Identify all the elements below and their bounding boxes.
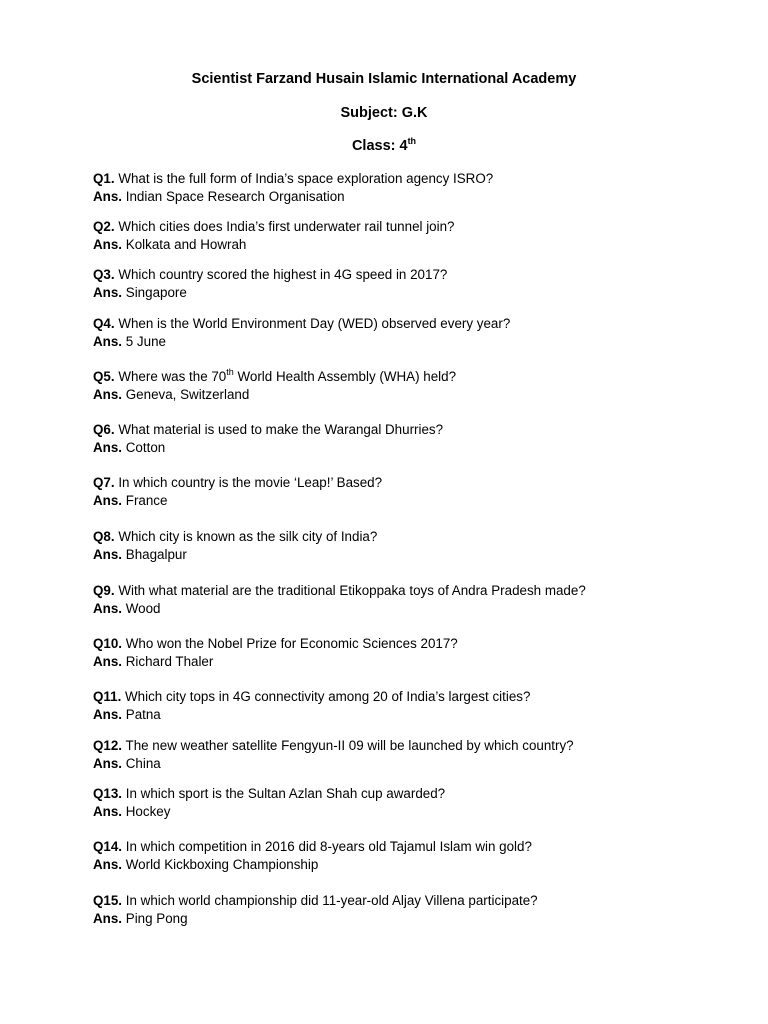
answer-text: Kolkata and Howrah	[125, 237, 247, 252]
question-number: Q7.	[93, 475, 115, 490]
question-ordinal-suffix: th	[226, 367, 234, 377]
question-text: Who won the Nobel Prize for Economic Sciences 2017?	[125, 636, 458, 651]
answer-label: Ans.	[93, 911, 123, 926]
question	[93, 421, 733, 439]
question	[93, 785, 733, 803]
answer	[93, 910, 733, 928]
subject-heading: Subject: G.K	[340, 105, 428, 121]
question-number: Q6.	[93, 422, 115, 437]
answer-text: France	[125, 493, 168, 508]
question-text: What is the full form of India’s space exploration agency ISRO?	[118, 171, 494, 186]
question	[93, 218, 733, 236]
answer-label: Ans.	[93, 756, 123, 771]
question-text: In which competition in 2016 did 8-years old Tajamul Islam win gold?	[125, 839, 532, 854]
answer-text: Singapore	[125, 285, 187, 300]
question	[93, 737, 733, 755]
question	[93, 582, 733, 600]
question	[93, 474, 733, 492]
answer-text: 5 June	[125, 334, 166, 349]
question-number: Q5.	[93, 369, 115, 384]
question	[93, 170, 733, 188]
answer-label: Ans.	[93, 189, 123, 204]
answer	[93, 439, 733, 457]
question	[93, 892, 733, 910]
answer-text: Bhagalpur	[125, 547, 187, 562]
qa-item-10	[93, 635, 733, 671]
answer	[93, 386, 733, 404]
question-text: In which world championship did 11-year-old Aljay Villena participate?	[125, 893, 538, 908]
question-text: With what material are the traditional Etikoppaka toys of Andra Pradesh made?	[118, 583, 586, 598]
answer-text: Patna	[125, 707, 161, 722]
answer-text: Cotton	[125, 440, 166, 455]
qa-item-2	[93, 218, 733, 254]
answer-label: Ans.	[93, 285, 123, 300]
qa-item-11	[93, 688, 733, 724]
answer-label: Ans.	[93, 493, 123, 508]
question-number: Q9.	[93, 583, 115, 598]
answer	[93, 706, 733, 724]
answer	[93, 284, 733, 302]
answer-label: Ans.	[93, 654, 123, 669]
answer-text: Geneva, Switzerland	[125, 387, 250, 402]
answer	[93, 755, 733, 773]
answer	[93, 492, 733, 510]
answer-label: Ans.	[93, 707, 123, 722]
qa-item-7	[93, 474, 733, 510]
question	[93, 838, 733, 856]
answer	[93, 236, 733, 254]
question-text: Which cities does India’s first underwater rail tunnel join?	[118, 219, 455, 234]
qa-item-4	[93, 315, 733, 351]
answer-label: Ans.	[93, 334, 123, 349]
qa-item-15	[93, 892, 733, 928]
qa-item-12	[93, 737, 733, 773]
answer	[93, 188, 733, 206]
answer-label: Ans.	[93, 857, 123, 872]
answer-text: Ping Pong	[125, 911, 188, 926]
answer	[93, 803, 733, 821]
class-label: Class: 4	[351, 138, 408, 154]
class-heading	[0, 137, 768, 155]
question	[93, 368, 733, 386]
answer-label: Ans.	[93, 601, 123, 616]
question-text-end: World Health Assembly (WHA) held?	[233, 369, 457, 384]
question-text: The new weather satellite Fengyun-II 09 will be launched by which country?	[125, 738, 574, 753]
question-number: Q4.	[93, 316, 115, 331]
answer-text: Wood	[125, 601, 161, 616]
answer	[93, 856, 733, 874]
question-text: Which city is known as the silk city of India?	[118, 529, 378, 544]
question-text: Which city tops in 4G connectivity among 20 of India’s largest cities?	[125, 689, 531, 704]
answer-label: Ans.	[93, 387, 123, 402]
qa-item-5	[93, 368, 733, 404]
question-number: Q11.	[93, 689, 122, 704]
question	[93, 266, 733, 284]
question-number: Q1.	[93, 171, 115, 186]
question-number: Q2.	[93, 219, 115, 234]
question-number: Q13.	[93, 786, 123, 801]
question-text: When is the World Environment Day (WED) observed every year?	[118, 316, 511, 331]
question-number: Q10.	[93, 636, 123, 651]
question-number: Q8.	[93, 529, 115, 544]
qa-item-9	[93, 582, 733, 618]
answer-text: Indian Space Research Organisation	[125, 189, 345, 204]
qa-item-6	[93, 421, 733, 457]
answer	[93, 546, 733, 564]
question-text: What material is used to make the Warangal Dhurries?	[118, 422, 444, 437]
question-number: Q3.	[93, 267, 115, 282]
answer-text: Richard Thaler	[125, 654, 214, 669]
qa-item-1	[93, 170, 733, 206]
answer-text: World Kickboxing Championship	[125, 857, 319, 872]
qa-item-3	[93, 266, 733, 302]
class-suffix: th	[407, 136, 417, 146]
answer	[93, 653, 733, 671]
answer-text: Hockey	[125, 804, 171, 819]
question-text-start: Where was the 70	[118, 369, 227, 384]
answer	[93, 333, 733, 351]
question-number: Q14.	[93, 839, 123, 854]
qa-item-13	[93, 785, 733, 821]
question	[93, 635, 733, 653]
answer-label: Ans.	[93, 237, 123, 252]
answer-text: China	[125, 756, 161, 771]
school-name: Scientist Farzand Husain Islamic International Academy	[191, 71, 577, 87]
answer-label: Ans.	[93, 804, 123, 819]
question-text: Which country scored the highest in 4G speed in 2017?	[118, 267, 448, 282]
qa-item-14	[93, 838, 733, 874]
answer-label: Ans.	[93, 547, 123, 562]
answer-label: Ans.	[93, 440, 123, 455]
question	[93, 315, 733, 333]
qa-item-8	[93, 528, 733, 564]
answer	[93, 600, 733, 618]
question-text: In which country is the movie ‘Leap!’ Based?	[118, 475, 383, 490]
question-number: Q15.	[93, 893, 123, 908]
question	[93, 688, 733, 706]
question	[93, 528, 733, 546]
question-number: Q12.	[93, 738, 123, 753]
question-text: In which sport is the Sultan Azlan Shah cup awarded?	[125, 786, 446, 801]
